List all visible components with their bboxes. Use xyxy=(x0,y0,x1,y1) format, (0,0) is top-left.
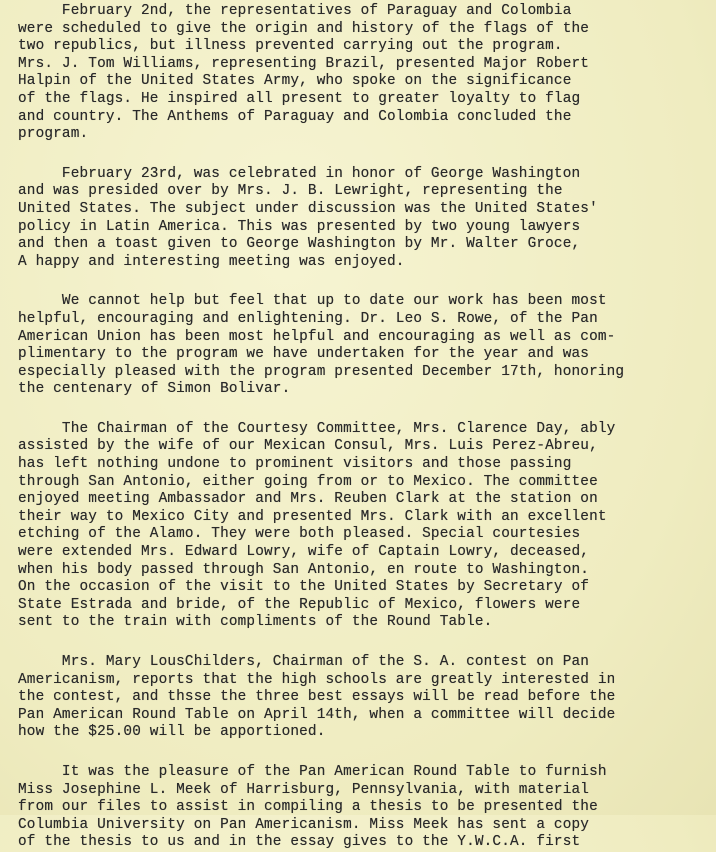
text-line: and was presided over by Mrs. J. B. Lewright, representing the xyxy=(18,183,563,200)
text-line: American Union has been most helpful and encouraging as well as com- xyxy=(18,328,616,345)
text-line: Mrs. Mary LousChilders, Chairman of the S. A. contest on Pan xyxy=(18,654,590,670)
text-line: from our files to assist in compiling a thesis to be presented the xyxy=(18,799,598,816)
text-line: of the flags. He inspired all present to greater loyalty to flag xyxy=(18,90,581,107)
text-line: Miss Josephine L. Meek of Harrisburg, Pennsylvania, with material xyxy=(18,781,590,798)
text-line: the contest, and thsse the three best essays will be read before the xyxy=(18,689,616,706)
text-line: The Chairman of the Courtesy Committee, Mrs. Clarence Day, ably xyxy=(18,420,616,437)
text-line: the centenary of Simon Bolivar. xyxy=(18,381,291,398)
paragraph-essay-contest xyxy=(18,654,710,742)
text-line: helpful, encouraging and enlightening. Dr. Leo S. Rowe, of the Pan xyxy=(18,310,598,327)
text-line: were extended Mrs. Edward Lowry, wife of Captain Lowry, deceased, xyxy=(18,544,590,561)
paragraph-courtesy-committee xyxy=(18,421,710,632)
text-line: Mrs. J. Tom Williams, representing Brazil, presented Major Robert xyxy=(18,55,590,72)
text-line: how the $25.00 will be apportioned. xyxy=(18,724,326,741)
paragraph-washington-celebration xyxy=(18,166,710,272)
text-line: has left nothing undone to prominent visitors and those passing xyxy=(18,456,572,473)
text-line: assisted by the wife of our Mexican Consul, Mrs. Luis Perez-Abreu, xyxy=(18,438,598,455)
text-line: Halpin of the United States Army, who spoke on the significance xyxy=(18,73,572,90)
paragraph-thesis-assistance xyxy=(18,764,710,852)
text-line: and country. The Anthems of Paraguay and Colombia concluded the xyxy=(18,108,572,125)
text-line: through San Antonio, either going from or to Mexico. The committee xyxy=(18,473,598,490)
text-line: two republics, but illness prevented carrying out the program. xyxy=(18,38,563,55)
text-line: United States. The subject under discussion was the United States' xyxy=(18,200,598,217)
text-line: plimentary to the program we have undertaken for the year and was xyxy=(18,346,590,363)
text-line: sent to the train with compliments of the Round Table. xyxy=(18,614,493,631)
text-line: enjoyed meeting Ambassador and Mrs. Reuben Clark at the station on xyxy=(18,491,598,508)
text-line: On the occasion of the visit to the United States by Secretary of xyxy=(18,579,590,596)
text-line: It was the pleasure of the Pan American Round Table to furnish xyxy=(18,763,607,780)
paragraph-work-helpful xyxy=(18,293,710,399)
text-line: Americanism, reports that the high schools are greatly interested in xyxy=(18,671,616,688)
paragraph-paraguay-colombia-flags xyxy=(18,3,710,144)
text-line: program. xyxy=(18,126,89,143)
text-line: Columbia University on Pan Americanism. Miss Meek has sent a copy xyxy=(18,816,590,833)
text-line: when his body passed through San Antonio, en route to Washington. xyxy=(18,561,590,578)
text-line: especially pleased with the program presented December 17th, honoring xyxy=(18,363,625,380)
text-line: State Estrada and bride, of the Republic of Mexico, flowers were xyxy=(18,596,581,613)
text-line: policy in Latin America. This was presented by two young lawyers xyxy=(18,218,581,235)
text-line: February 2nd, the representatives of Paraguay and Colombia xyxy=(18,3,572,19)
text-line: of the thesis to us and in the essay gives to the Y.W.C.A. first xyxy=(18,834,581,851)
text-line: A happy and interesting meeting was enjoyed. xyxy=(18,253,405,270)
text-line: Pan American Round Table on April 14th, when a committee will decide xyxy=(18,706,616,723)
text-line: We cannot help but feel that up to date our work has been most xyxy=(18,293,607,310)
text-line: and then a toast given to George Washington by Mr. Walter Groce, xyxy=(18,236,581,253)
text-line: were scheduled to give the origin and history of the flags of the xyxy=(18,20,590,37)
text-line: their way to Mexico City and presented Mrs. Clark with an excellent xyxy=(18,508,607,525)
text-line: February 23rd, was celebrated in honor of George Washington xyxy=(18,165,581,182)
text-line: etching of the Alamo. They were both pleased. Special courtesies xyxy=(18,526,581,543)
